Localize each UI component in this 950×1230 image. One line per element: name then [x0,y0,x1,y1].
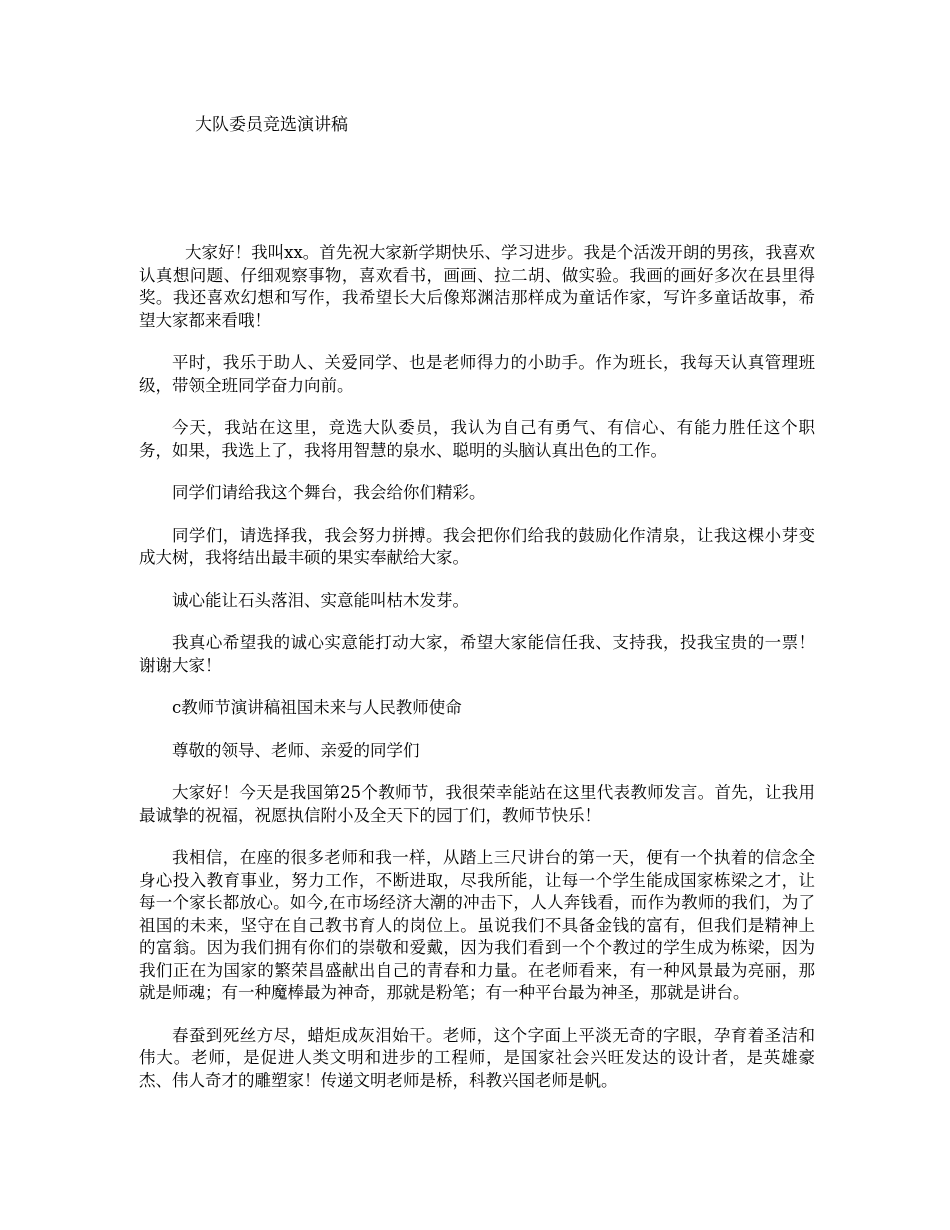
paragraph-belief: 我相信，在座的很多老师和我一样，从踏上三尺讲台的第一天，便有一个执着的信念全身心投入教育事业，努力工作，不断进取，尽我所能，让每一个学生能成国家栋梁之才，让每一个家长都放心。如今,在市场经济大潮的冲击下，人人奔钱看，而作为教师的我们，为了祖国的未来，坚守在自己教书育人的岗位上。虽说我们不具备金钱的富有，但我们是精神上的富翁。因为我们拥有你们的崇敬和爱戴，因为我们看到一个个教过的学生成为栋梁，因为我们正在为国家的繁荣昌盛献出自己的青春和力量。在老师看来，有一种风景最为亮丽，那就是师魂；有一种魔棒最为神奇，那就是粉笔；有一种平台最为神圣，那就是讲台。 [139,848,815,1002]
paragraph-candidacy: 今天，我站在这里，竞选大队委员，我认为自己有勇气、有信心、有能力胜任这个职务，如果，我选上了，我将用智慧的泉水、聪明的头脑认真出色的工作。 [139,418,815,460]
paragraph-choose-me: 同学们，请选择我，我会努力拼搏。我会把你们给我的鼓励化作清泉，让我这棵小芽变成大树，我将结出最丰硕的果实奉献给大家。 [139,525,815,567]
paragraph-second-title: c教师节演讲稿祖国未来与人民教师使命 [172,698,462,717]
paragraph-salutation: 尊敬的领导、老师、亲爱的同学们 [172,740,420,760]
paragraph-stage: 同学们请给我这个舞台，我会给你们精彩。 [172,483,486,502]
paragraph-helper: 平时，我乐于助人、关爱同学、也是老师得力的小助手。作为班长，我每天认真管理班级，带领全班同学奋力向前。 [139,353,815,395]
document-body [139,242,815,1112]
paragraph-closing: 我真心希望我的诚心实意能打动大家，希望大家能信任我、支持我，投我宝贵的一票！谢谢大家！ [139,633,815,675]
paragraph-greeting: 大家好！我叫xx。首先祝大家新学期快乐、学习进步。我是个活泼开朗的男孩，我喜欢认真想问题、仔细观察事物，喜欢看书，画画、拉二胡、做实验。我画的画好多次在县里得奖。我还喜欢幻想和写作，我希望长大后像郑渊洁那样成为童话作家，写许多童话故事，希望大家都来看哦！ [139,243,815,330]
document-title: 大队委员竞选演讲稿 [195,115,348,135]
paragraph-teachers-day: 大家好！今天是我国第25个教师节，我很荣幸能站在这里代表教师发言。首先，让我用最诚挚的祝福，祝愿执信附小及全天下的园丁们，教师节快乐！ [139,783,815,825]
paragraph-sincerity: 诚心能让石头落泪、实意能叫枯木发芽。 [172,590,469,610]
paragraph-silkworm: 春蚕到死丝方尽，蜡炬成灰泪始干。老师，这个字面上平淡无奇的字眼，孕育着圣洁和伟大。老师，是促进人类文明和进步的工程师，是国家社会兴旺发达的设计者，是英雄豪杰、伟人奇才的雕塑家！传递文明老师是桥，科教兴国老师是帆。 [139,1025,815,1090]
